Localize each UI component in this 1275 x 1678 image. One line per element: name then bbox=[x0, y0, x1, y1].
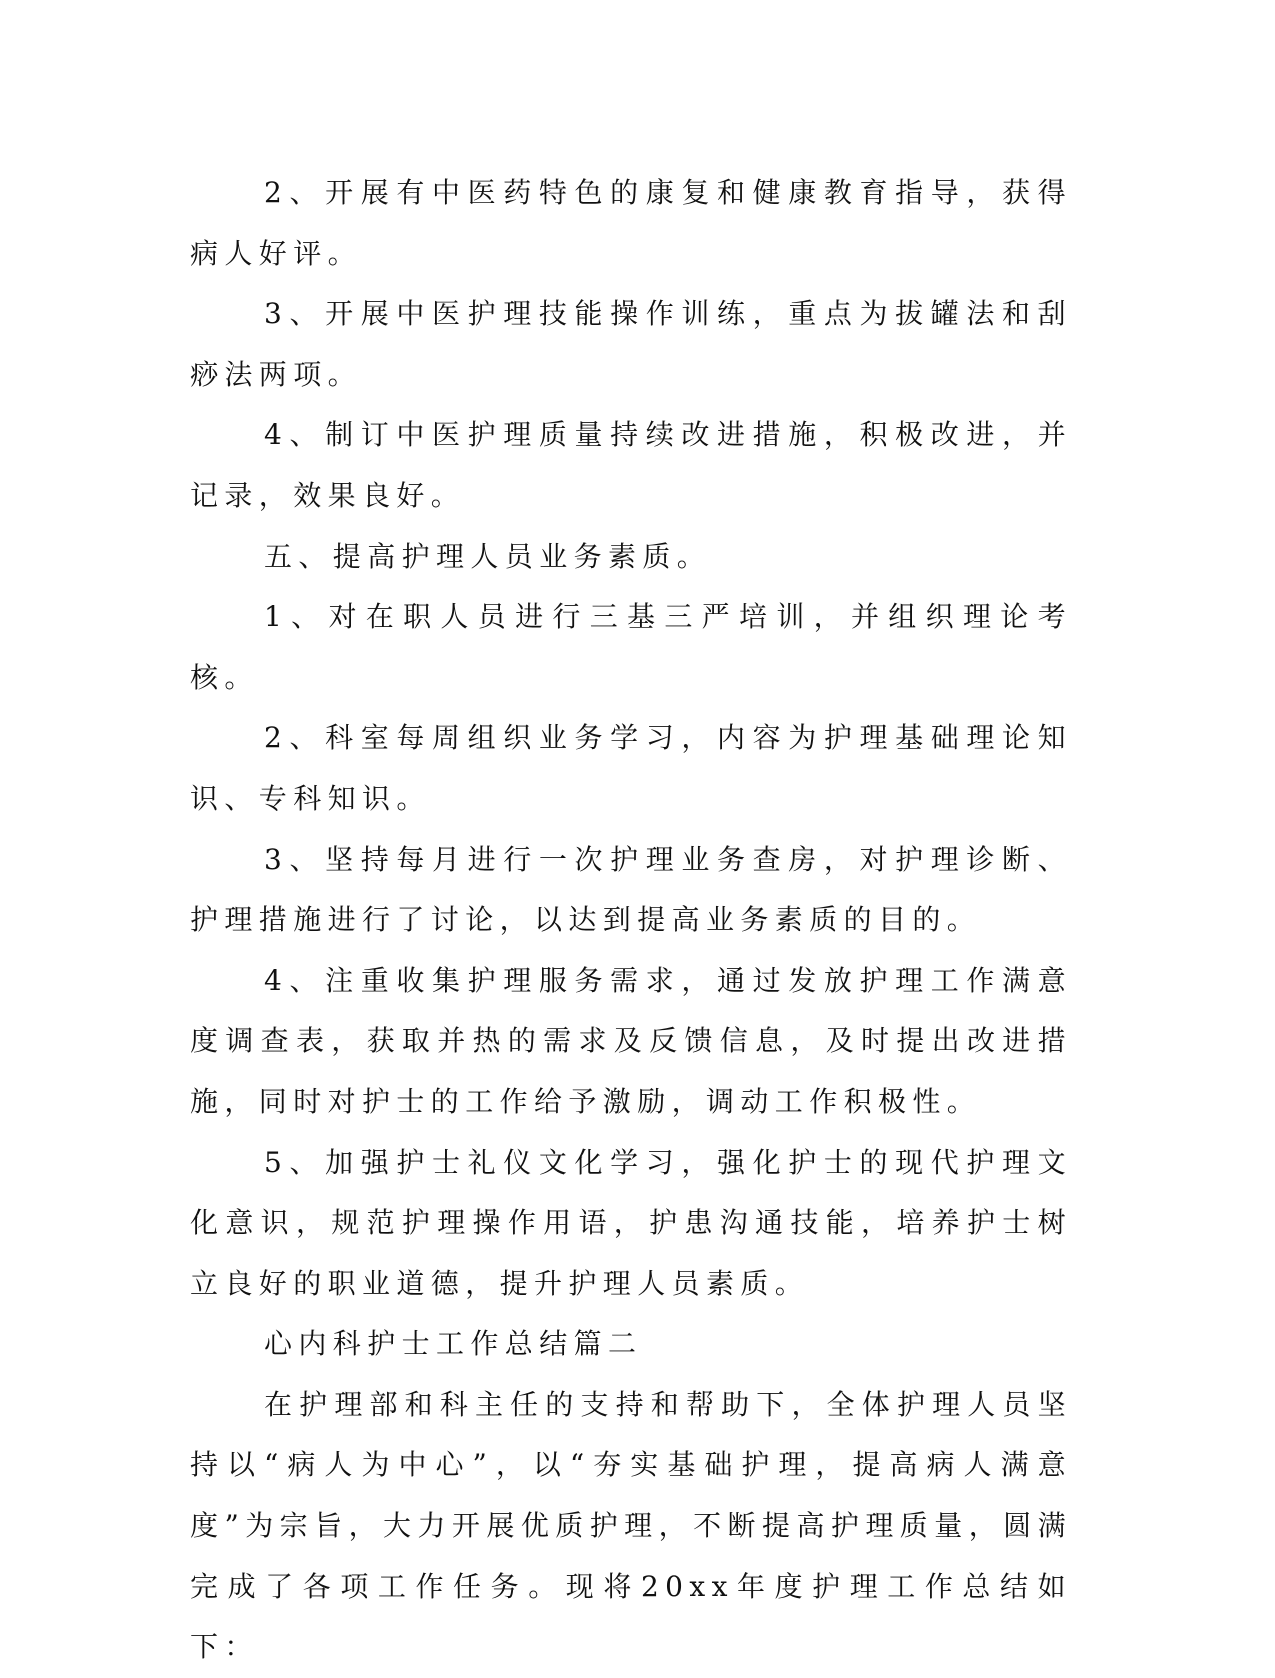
paragraph-service-feedback: 4、注重收集护理服务需求，通过发放护理工作满意度调查表，获取并热的需求及反馈信息，及时提出改进措施，同时对护士的工作给予激励，调动工作积极性。 bbox=[190, 963, 1072, 1118]
paragraph-weekly-study: 2、科室每周组织业务学习，内容为护理基础理论知识、专科知识。 bbox=[190, 721, 1072, 815]
paragraph-quality-improvement: 4、制订中医护理质量持续改进措施，积极改进，并记录，效果良好。 bbox=[190, 418, 1072, 512]
section-title-summary-two: 心内科护士工作总结篇二 bbox=[264, 1327, 643, 1361]
paragraph-annual-summary-intro: 在护理部和科主任的支持和帮助下，全体护理人员坚持以“病人为中心”，以“夯实基础护理，提高病人满意度”为宗旨，大力开展优质护理，不断提高护理质量，圆满完成了各项工作任务。现将20xx年度护理工作总结如下： bbox=[190, 1387, 1072, 1664]
paragraph-tcm-health-education: 2、开展有中医药特色的康复和健康教育指导，获得病人好评。 bbox=[190, 176, 1072, 270]
paragraph-monthly-rounds: 3、坚持每月进行一次护理业务查房，对护理诊断、护理措施进行了讨论，以达到提高业务素质的目的。 bbox=[190, 842, 1072, 937]
section-heading-staff-quality: 五、提高护理人员业务素质。 bbox=[264, 539, 712, 573]
paragraph-staff-training: 1、对在职人员进行三基三严培训，并组织理论考核。 bbox=[190, 600, 1072, 694]
paragraph-etiquette-culture: 5、加强护士礼仪文化学习，强化护士的现代护理文化意识，规范护理操作用语，护患沟通技能，培养护士树立良好的职业道德，提升护理人员素质。 bbox=[190, 1145, 1072, 1300]
paragraph-tcm-skill-training: 3、开展中医护理技能操作训练，重点为拔罐法和刮痧法两项。 bbox=[190, 297, 1072, 391]
document-body bbox=[190, 163, 1072, 1678]
